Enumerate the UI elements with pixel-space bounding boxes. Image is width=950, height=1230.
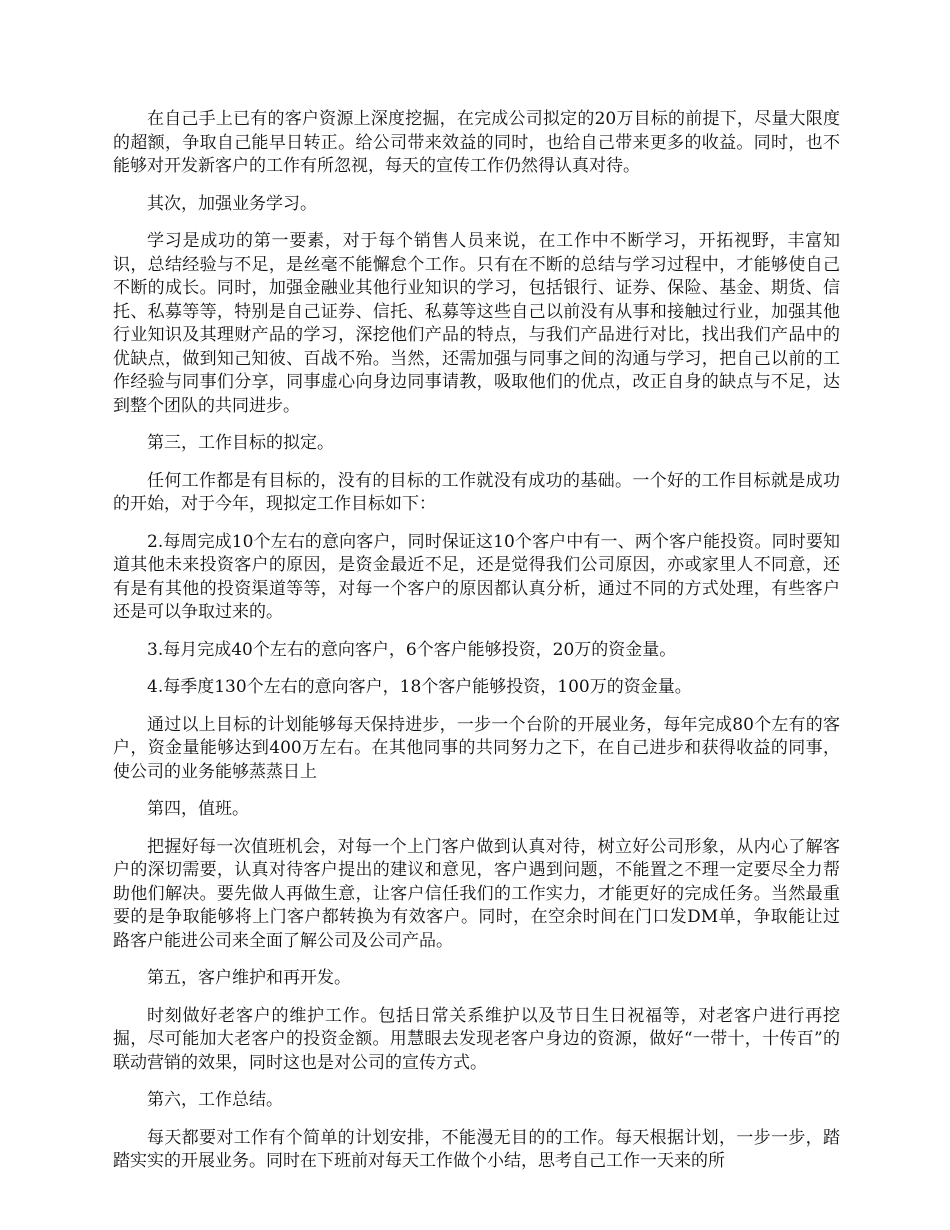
paragraph-quarterly-goal: 4.每季度130个左右的意向客户，18个客户能够投资，100万的资金量。 [147,677,692,697]
paragraph-duty: 把握好每一次值班机会，对每一个上门客户做到认真对待，树立好公司形象，从内心了解客户的深切需要，认真对待客户提出的建议和意见，客户遇到问题，不能置之不理一定要尽全力帮助他们解决。要先做人再做生意，让客户信任我们的工作实力，才能更好的完成任务。当然最重要的是争取能够将上门客户都转换为有效客户。同时，在空余时间在门口发DM单，争取能让过路客户能进公司来全面了解公司及公司产品。 [113,836,840,951]
paragraph-deep-mining: 在自己手上已有的客户资源上深度挖掘，在完成公司拟定的20万目标的前提下，尽量大限度的超额，争取自己能早日转正。给公司带来效益的同时，也给自己带来更多的收益。同时，也不能够对开发新客户的工作有所忽视，每天的宣传工作仍然得认真对待。 [113,109,840,176]
paragraph-monthly-goal: 3.每月完成40个左右的意向客户，6个客户能够投资，20万的资金量。 [147,639,677,660]
paragraph-annual-goal: 通过以上目标的计划能够每天保持进步，一步一个台阶的开展业务，每年完成80个左有的客户，资金量能够达到400万左右。在其他同事的共同努力之下，在自己进步和获得收益的同事，使公司的业务能够蒸蒸日上 [113,714,840,782]
heading-duty: 第四，值班。 [147,799,249,819]
heading-business-study: 其次，加强业务学习。 [147,193,317,214]
paragraph-work-summary: 每天都要对工作有个简单的计划安排，不能漫无目的的工作。每天根据计划，一步一步，踏踏实实的开展业务。同时在下班前对每天工作做个小结，思考自己工作一天来的所 [113,1127,840,1171]
paragraph-weekly-goal: 2.每周完成10个左右的意向客户，同时保证这10个客户中有一、两个客户能投资。同时要知道其他未来投资客户的原因，是资金最近不足，还是觉得我们公司原因，亦或家里人不同意，还有是有其他的投资渠道等等，对每一个客户的原因都认真分析，通过不同的方式处理，有些客户还是可以争取过来的。 [113,531,840,622]
heading-work-summary: 第六，工作总结。 [147,1090,283,1110]
document-body [113,108,840,1174]
paragraph-learning: 学习是成功的第一要素，对于每个销售人员来说，在工作中不断学习，开拓视野，丰富知识，总结经验与不足，是丝毫不能懈怠个工作。只有在不断的总结与学习过程中，才能够使自己不断的成长。同时，加强金融业其他行业知识的学习，包括银行、证券、保险、基金、期货、信托、私募等等，特别是自己证券、信托、私募等这些自己以前没有从事和接触过行业，加强其他行业知识及其理财产品的学习，深挖他们产品的特点，与我们产品进行对比，找出我们产品中的优缺点，做到知己知彼、百战不殆。当然，还需加强与同事之间的沟通与学习，把自己以前的工作经验与同事们分享，同事虚心向身边同事请教，吸取他们的优点，改正自身的缺点与不足，达到整个团队的共同进步。 [113,231,840,416]
heading-client-maintenance: 第五，客户维护和再开发。 [147,968,351,988]
paragraph-client-maintenance: 时刻做好老客户的维护工作。包括日常关系维护以及节日生日祝福等，对老客户进行再挖掘，尽可能加大老客户的投资金额。用慧眼去发现老客户身边的资源，做好“一带十，十传百”的联动营销的效果，同时这也是对公司的宣传方式。 [113,1005,840,1073]
heading-work-goals: 第三，工作目标的拟定。 [147,433,334,453]
paragraph-goals-intro: 任何工作都是有目标的，没有的目标的工作就没有成功的基础。一个好的工作目标就是成功的开始，对于今年，现拟定工作目标如下： [113,470,840,514]
